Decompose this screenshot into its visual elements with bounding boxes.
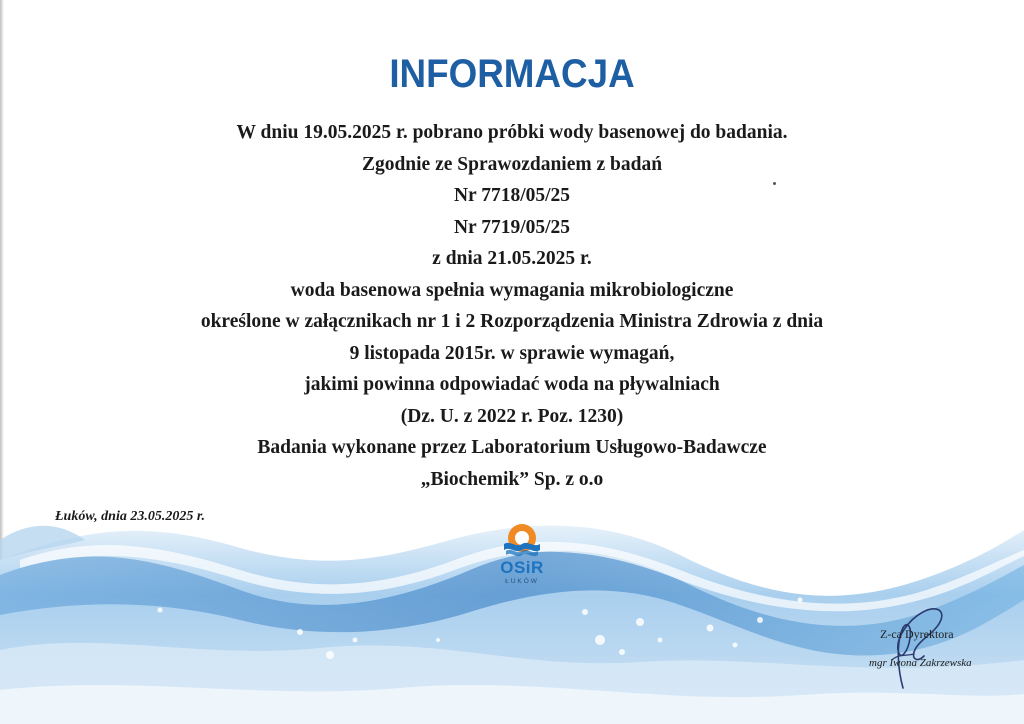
body-line: woda basenowa spełnia wymagania mikrobiologiczne	[290, 279, 734, 301]
body-line: (Dz. U. z 2022 r. Poz. 1230)	[400, 405, 624, 427]
osir-logo	[492, 520, 552, 592]
logo-name: OSiR	[500, 558, 544, 577]
body-line: Nr 7718/05/25	[453, 185, 571, 206]
body-line: „Biochemik” Sp. z o.o	[420, 468, 604, 490]
body-line: Badania wykonane przez Laboratorium Usługowo-Badawcze	[257, 437, 767, 458]
logo-city: ŁUKÓW	[505, 578, 539, 585]
handwritten-signature	[868, 590, 958, 700]
signature-name: mgr Iwona Zakrzewska	[869, 657, 972, 669]
body-line: 9 listopada 2015r. w sprawie wymagań,	[349, 342, 675, 364]
body-line: Zgodnie ze Sprawozdaniem z badań	[361, 153, 663, 175]
body-line: z dnia 21.05.2025 r.	[432, 248, 592, 269]
body-line: Nr 7719/05/25	[453, 216, 571, 238]
osir-logo-icon	[492, 520, 552, 560]
signature-role: Z-ca Dyrektora	[880, 627, 954, 641]
body-line: określone w załącznikach nr 1 i 2 Rozporządzenia Ministra Zdrowia z dnia	[200, 311, 824, 332]
body-text	[0, 117, 1024, 495]
body-line: jakimi powinna odpowiadać woda na pływalniach	[304, 374, 720, 395]
page-title: INFORMACJA	[389, 52, 635, 96]
place-date: Łuków, dnia 23.05.2025 r.	[55, 509, 206, 524]
body-line: W dniu 19.05.2025 r. pobrano próbki wody basenowej do badania.	[236, 122, 788, 143]
